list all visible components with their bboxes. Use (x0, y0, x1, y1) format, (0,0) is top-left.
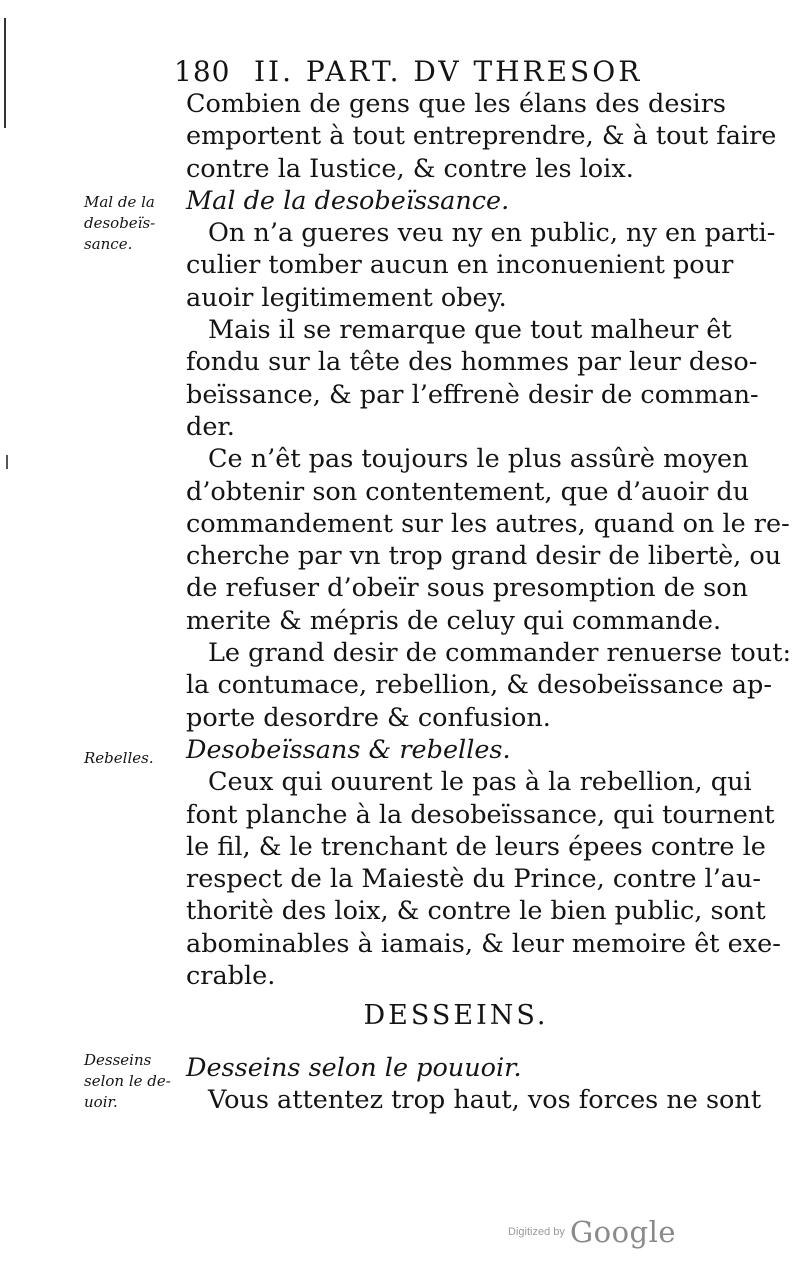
text-line: Vous attentez trop haut, vos forces ne sont (208, 1085, 762, 1116)
text-line: font planche à la desobeïssance, qui tournent (186, 799, 775, 830)
page-number: 180 (174, 55, 231, 88)
text-line: cherche par vn trop grand desir de libertè, ou (186, 541, 782, 572)
margin-note-line: Desseins (84, 1051, 152, 1069)
text-line: commandement sur les autres, quand on le re- (186, 508, 790, 539)
text-line: respect de la Maiestè du Prince, contre l’au- (186, 864, 762, 895)
text-line: Ceux qui ouurent le pas à la rebellion, qui (208, 767, 752, 798)
digitized-by-google-watermark (508, 1215, 676, 1249)
margin-note-rebelles (84, 748, 180, 769)
text-line: On n’a gueres veu ny en public, ny en parti- (208, 218, 776, 249)
text-line: contre la Iustice, & contre les loix. (186, 153, 634, 184)
text-line: abominables à iamais, & leur memoire êt exe- (186, 928, 781, 959)
text-line: beïssance, & par l’effrenè desir de comman- (186, 379, 759, 410)
margin-note-line: sance. (84, 235, 133, 253)
margin-note-mal (84, 192, 180, 255)
text-line: emportent à tout entreprendre, & à tout faire (186, 121, 777, 152)
subheading-desseins: Desseins selon le pouuoir. (186, 1053, 522, 1083)
text-line: Combien de gens que les élans des desirs (186, 89, 726, 119)
margin-note-desseins (84, 1050, 180, 1113)
text-line: Le grand desir de commander renuerse tout: (208, 638, 792, 669)
margin-note-line: Rebelles. (84, 749, 154, 767)
margin-note-line: Mal de la (84, 193, 155, 211)
margin-note-line: desobeïs- (84, 214, 156, 232)
text-line: Mais il se remarque que tout malheur êt (208, 315, 732, 346)
text-line: le fil, & le trenchant de leurs épees contre le (186, 831, 766, 862)
running-title: II. PART. DV THRESOR (254, 55, 643, 88)
main-text-continued (186, 1052, 762, 1117)
text-line: merite & mépris de celuy qui commande. (186, 605, 722, 636)
subheading-mal: Mal de la desobeïssance. (186, 185, 510, 216)
scan-edge-mark (4, 18, 6, 128)
running-head (174, 55, 734, 88)
text-line: crable. (186, 961, 276, 992)
text-line: auoir legitimement obey. (186, 282, 507, 313)
text-line: fondu sur la tête des hommes par leur deso- (186, 347, 758, 378)
main-text (186, 88, 792, 992)
margin-note-line: selon le de- (84, 1072, 171, 1090)
section-heading: DESSEINS. (363, 1000, 549, 1031)
margin-note-line: uoir. (84, 1093, 118, 1111)
text-line: culier tomber aucun en inconuenient pour (186, 250, 734, 281)
text-line: Ce n’êt pas toujours le plus assûrè moyen (208, 444, 749, 475)
scan-edge-tick (6, 455, 8, 469)
text-line: d’obtenir son contentement, que d’auoir du (186, 476, 750, 507)
digitized-label: Digitized by (508, 1226, 565, 1238)
text-line: de refuser d’obeïr sous presomption de son (186, 573, 749, 604)
google-logo: Google (569, 1215, 677, 1249)
text-line: porte desordre & confusion. (186, 702, 551, 733)
text-line: der. (186, 411, 235, 442)
text-line: la contumace, rebellion, & desobeïssance ap- (186, 670, 772, 701)
text-line: thoritè des loix, & contre le bien public, sont (186, 896, 766, 927)
subheading-rebelles: Desobeïssans & rebelles. (186, 734, 511, 765)
